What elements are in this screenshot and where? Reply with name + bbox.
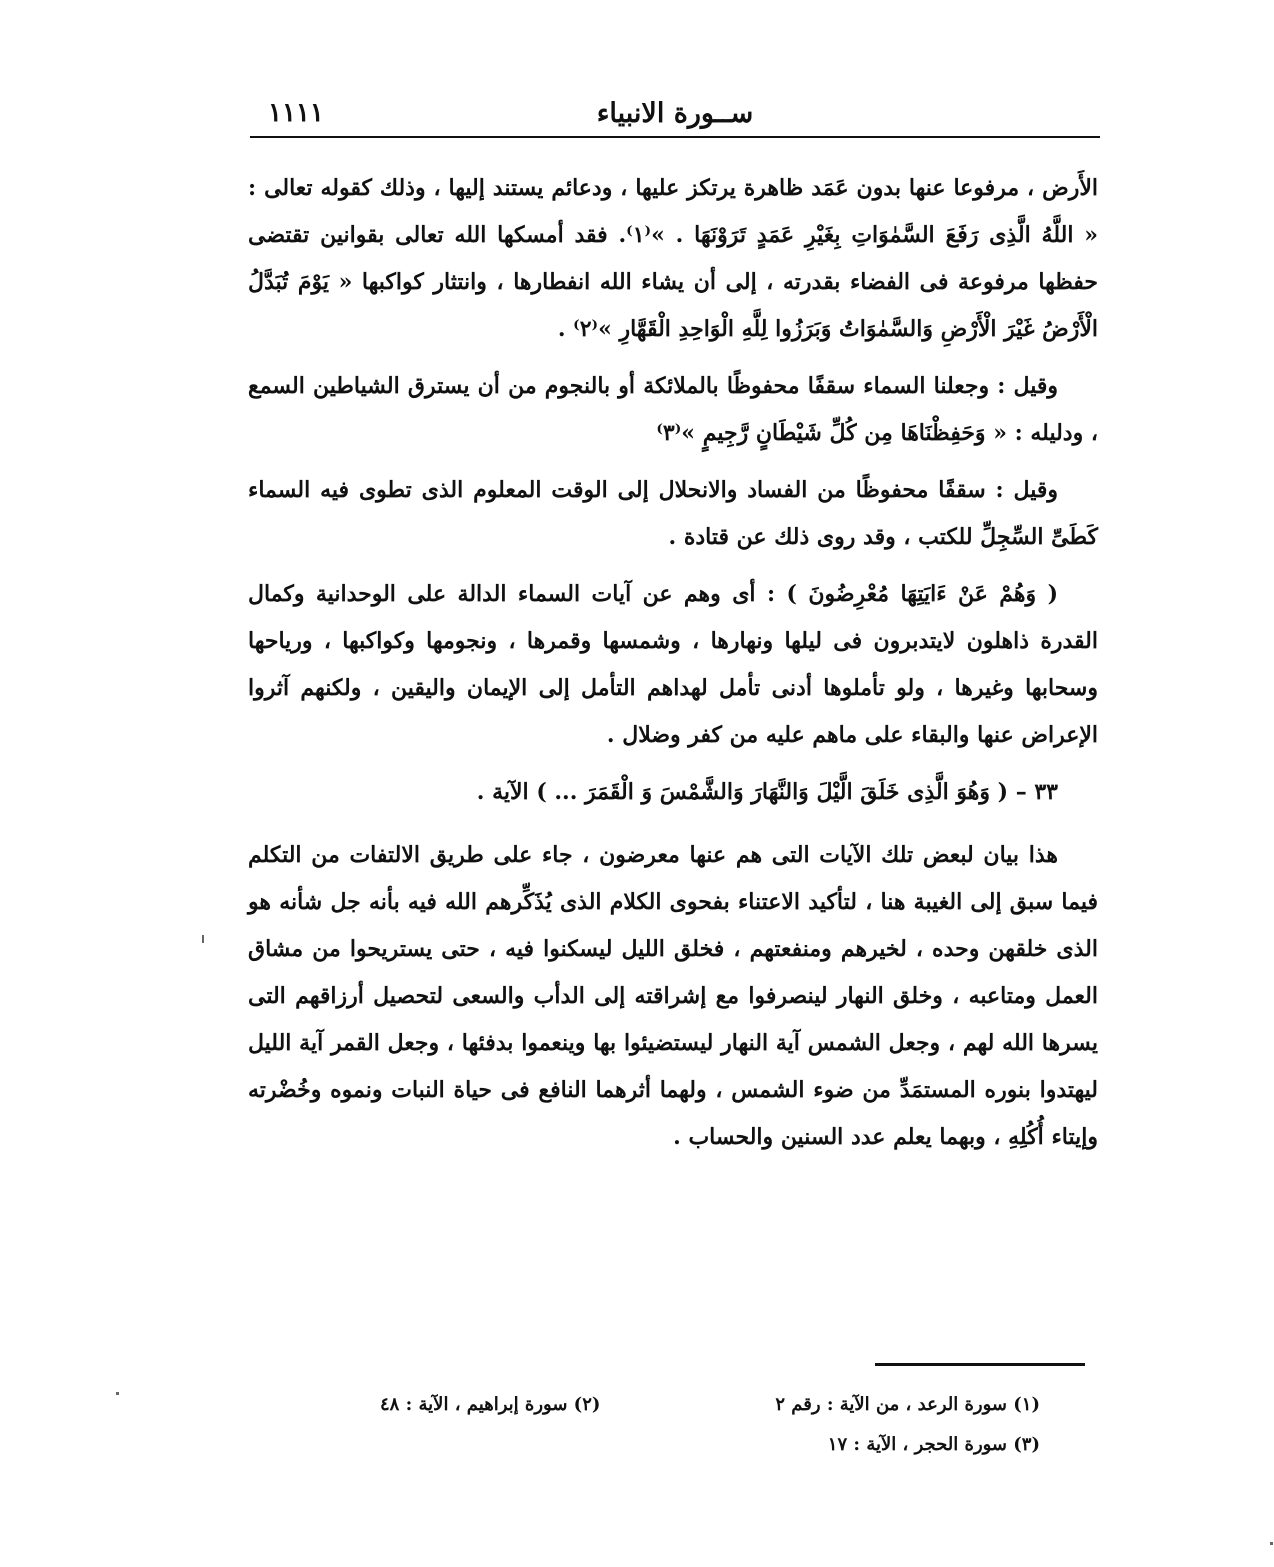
scan-speck bbox=[202, 935, 204, 943]
paragraph-5: هذا بيان لبعض تلك الآيات التى هم عنها معرضون ، جاء على طريق الالتفات من التكلم فيما سبق إلى الغيبة هنا ، لتأكيد الاعتناء بفحوى الكلام الذى يُذَكِّرهم الله فيه بأنه جل شأنه هو الذى خلقهن وحده ، لخيرهم ومنفعتهم ، فخلق الليل ليسكنوا فيه ، حتى يستريحوا من مشاق العمل ومتاعبه ، وخلق النهار لينصرفوا مع إشراقته إلى الدأب والسعى لتحصيل أرزاقهم التى يسرها الله لهم ، وجعل الشمس آية النهار ليستضيئوا بها وينعموا بدفئها ، وجعل القمر آية الليل ليهتدوا بنوره المستمَدِّ من ضوء الشمس ، ولهما أثرهما النافع فى حياة النبات ونموه وخُضْرته وإيتاء أُكُلِهِ ، وبهما يعلم عدد السنين والحساب . bbox=[248, 842, 1098, 1150]
verse-heading: ٣٣ – ( وَهُوَ الَّذِى خَلَقَ الَّيْلَ وَالنَّهَارَ وَالشَّمْسَ وَ الْقَمَرَ ... ) الآية . bbox=[476, 779, 1058, 805]
scan-speck bbox=[116, 1392, 119, 1395]
footnote-row bbox=[380, 1385, 1040, 1425]
footnote-row bbox=[380, 1425, 1040, 1465]
paragraph-2: وقيل : وجعلنا السماء سقفًا محفوظًا بالملائكة أو بالنجوم من أن يسترق الشياطين السمع ، ودليله : « وَحَفِظْنَاهَا مِن كُلِّ شَيْطَانٍ رَّجِيمٍ »⁽٣⁾ bbox=[248, 373, 1098, 446]
footnotes bbox=[380, 1385, 1040, 1465]
scan-speck bbox=[1270, 1542, 1273, 1545]
footnote-2: (٢) سورة إبراهيم ، الآية : ٤٨ bbox=[380, 1394, 601, 1415]
footnote-separator bbox=[875, 1363, 1085, 1366]
footnote-3: (٣) سورة الحجر ، الآية : ١٧ bbox=[827, 1434, 1040, 1455]
paragraph-1: الأَرض ، مرفوعا عنها بدون عَمَد ظاهرة يرتكز عليها ، ودعائم يستند إليها ، وذلك كقوله تعالى : « اللَّهُ الَّذِى رَفَعَ السَّمٰوَاتِ بِغَيْرِ عَمَدٍ تَرَوْنَهَا . »⁽١⁾. فقد أمسكها الله تعالى بقوانين تقتضى حفظها مرفوعة فى الفضاء بقدرته ، إلى أن يشاء الله انفطارها ، وانتثار كواكبها « يَوْمَ تُبَدَّلُ الْأَرْضُ غَيْرَ الْأَرْضِ وَالسَّمٰوَاتُ وَبَرَزُوا لِلَّهِ الْوَاحِدِ الْقَهَّارِ »⁽٢⁾ . bbox=[248, 175, 1098, 342]
page-header bbox=[250, 96, 1100, 138]
page-number: ١١١١ bbox=[268, 98, 324, 128]
paragraph-3: وقيل : سقفًا محفوظًا من الفساد والانحلال إلى الوقت المعلوم الذى تطوى فيه السماء كَطَىِّ السِّجِلِّ للكتب ، وقد روى ذلك عن قتادة . bbox=[248, 477, 1098, 550]
paragraph-4: ( وَهُمْ عَنْ ءَايَتِهَا مُعْرِضُونَ ) : أى وهم عن آيات السماء الدالة على الوحدانية وكمال القدرة ذاهلون لايتدبرون فى ليلها ونهارها ، وشمسها وقمرها ، ونجومها وكواكبها ، ورياحها وسحابها وغيرها ، ولو تأملوها أدنى تأمل لهداهم التأمل إلى الإيمان واليقين ، ولكنهم آثروا الإعراض عنها والبقاء على ماهم عليه من كفر وضلال . bbox=[248, 581, 1098, 748]
surah-title: ســورة الانبياء bbox=[596, 98, 754, 129]
footnote-1: (١) سورة الرعد ، من الآية : رقم ٢ bbox=[775, 1394, 1040, 1415]
main-text bbox=[248, 165, 1098, 1171]
